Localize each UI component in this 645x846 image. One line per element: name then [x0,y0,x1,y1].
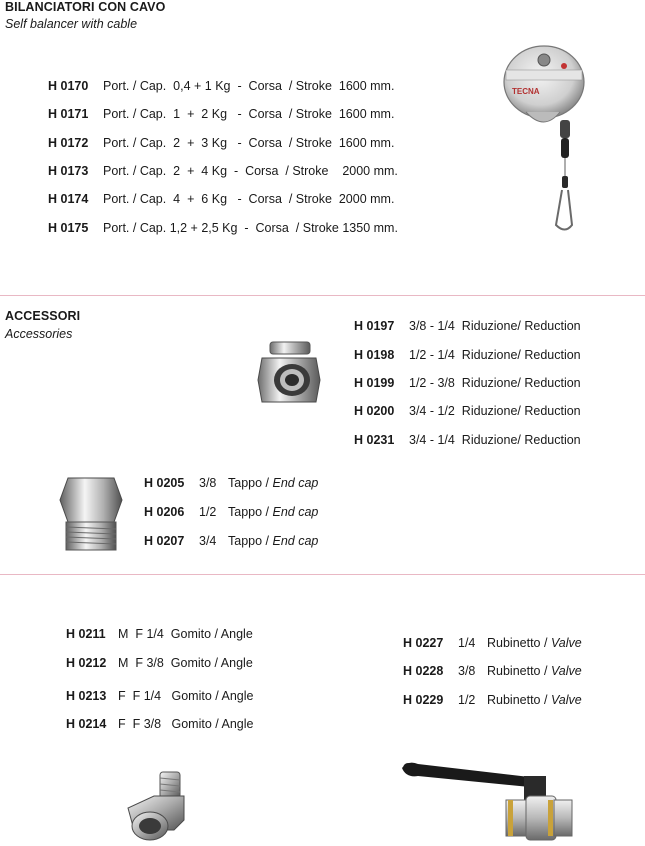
product-code: H 0172 [48,136,89,150]
list-item [354,319,581,333]
product-size: 3/8 [458,664,476,678]
accessories-subtitle: Accessories [5,327,73,341]
product-code: H 0205 [144,476,185,490]
product-code: H 0197 [354,319,395,333]
product-size: 1/2 [199,505,217,519]
reduction-fitting-image [256,340,322,412]
product-desc: M F 3/8 Gomito / Angle [118,656,253,670]
product-label-en: Valve [550,693,582,707]
list-item [48,164,398,178]
product-code: H 0211 [66,627,106,641]
list-item [144,534,318,548]
product-label: Rubinetto / [487,693,551,707]
ball-valve-image [398,756,576,842]
product-label-en: Valve [550,664,582,678]
list-item [354,433,581,447]
list-item [66,689,253,703]
product-code: H 0198 [354,348,395,362]
product-desc: F F 3/8 Gomito / Angle [118,717,254,731]
product-desc: M F 1/4 Gomito / Angle [118,627,253,641]
list-item [403,664,582,678]
product-code: H 0175 [48,221,89,235]
list-item [48,107,394,121]
list-item [144,476,318,490]
list-item [144,505,318,519]
product-size: 1/2 [458,693,476,707]
product-label: Rubinetto / [487,664,551,678]
elbow-fitting-image [124,768,190,844]
product-code: H 0174 [48,192,89,206]
product-desc: 1/2 - 1/4 Riduzione/ Reduction [409,348,581,362]
product-desc: F F 1/4 Gomito / Angle [118,689,254,703]
product-desc: Port. / Cap. 0,4 + 1 Kg - Corsa / Stroke 1600 mm. [103,79,395,93]
list-item [66,717,253,731]
product-code: H 0171 [48,107,89,121]
list-item [48,79,394,93]
list-item [403,636,582,650]
section-divider [0,295,645,296]
product-code: H 0227 [403,636,444,650]
product-code: H 0170 [48,79,89,93]
list-item [66,627,253,641]
list-item [403,693,582,707]
product-desc: Port. / Cap. 2 + 3 Kg - Corsa / Stroke 1600 mm. [103,136,395,150]
balancer-badge: TECNA [512,87,540,96]
list-item [354,376,581,390]
accessories-title: ACCESSORI [5,309,81,323]
product-desc: Port. / Cap. 1,2 + 2,5 Kg - Corsa / Stroke 1350 mm. [103,221,398,235]
product-code: H 0206 [144,505,185,519]
product-label: Tappo / [228,534,273,548]
balancers-subtitle: Self balancer with cable [5,17,138,31]
product-size: 3/4 [199,534,217,548]
product-code: H 0173 [48,164,89,178]
list-item [48,192,394,206]
list-item [48,136,394,150]
product-code: H 0228 [403,664,444,678]
product-code: H 0231 [354,433,395,447]
product-code: H 0207 [144,534,185,548]
product-desc: 1/2 - 3/8 Riduzione/ Reduction [409,376,581,390]
product-label: Tappo / [228,505,273,519]
product-code: H 0200 [354,404,395,418]
product-desc: 3/4 - 1/4 Riduzione/ Reduction [409,433,581,447]
product-label-en: End cap [272,534,319,548]
end-cap-image [58,474,124,554]
product-desc: Port. / Cap. 2 + 4 Kg - Corsa / Stroke 2000 mm. [103,164,398,178]
product-code: H 0213 [66,689,107,703]
section-divider [0,574,645,575]
product-code: H 0212 [66,656,107,670]
list-item [66,656,253,670]
product-code: H 0229 [403,693,444,707]
product-desc: 3/8 - 1/4 Riduzione/ Reduction [409,319,581,333]
self-balancer-image [496,40,596,235]
product-desc: 3/4 - 1/2 Riduzione/ Reduction [409,404,581,418]
product-size: 1/4 [458,636,476,650]
product-code: H 0199 [354,376,395,390]
product-desc: Port. / Cap. 1 + 2 Kg - Corsa / Stroke 1600 mm. [103,107,395,121]
product-code: H 0214 [66,717,107,731]
product-label-en: End cap [272,476,319,490]
product-label-en: Valve [550,636,582,650]
product-label-en: End cap [272,505,319,519]
product-label: Tappo / [228,476,273,490]
product-label: Rubinetto / [487,636,551,650]
list-item [354,404,581,418]
product-size: 3/8 [199,476,217,490]
list-item [354,348,581,362]
balancers-title: BILANCIATORI CON CAVO [5,0,166,14]
list-item [48,221,398,235]
product-desc: Port. / Cap. 4 + 6 Kg - Corsa / Stroke 2000 mm. [103,192,395,206]
